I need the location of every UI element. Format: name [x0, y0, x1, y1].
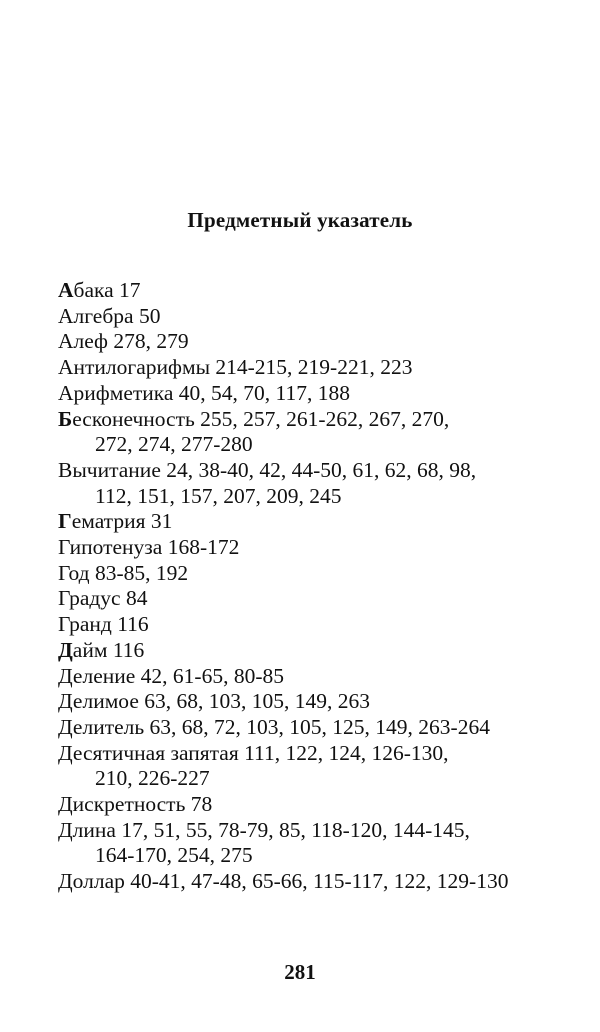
index-entry-text: Доллар 40-41, 47-48, 65-66, 115-117, 122, 129-130	[58, 869, 509, 894]
index-entry-text: есконечность 255, 257, 261-262, 267, 270,	[72, 406, 450, 431]
index-entry-text: Год 83-85, 192	[58, 560, 189, 585]
index-entry	[58, 355, 558, 381]
index-entry	[58, 741, 558, 792]
index-entry	[58, 329, 558, 355]
index-entry	[58, 535, 558, 561]
index-entry-continuation: 164-170, 254, 275	[95, 843, 253, 868]
index-entry	[58, 638, 558, 664]
index-entry-text: Алгебра 50	[58, 303, 161, 328]
section-initial-letter: Г	[58, 509, 72, 534]
index-entry	[58, 304, 558, 330]
index-entry	[58, 381, 558, 407]
index-entry-text: Арифметика 40, 54, 70, 117, 188	[58, 380, 351, 405]
index-entry-text: Десятичная запятая 111, 122, 124, 126-130,	[58, 740, 449, 765]
section-initial-letter: Д	[58, 637, 73, 662]
index-entry-text: бака 17	[73, 278, 141, 302]
index-entry	[58, 818, 558, 869]
index-entry-text: Антилогарифмы 214-215, 219-221, 223	[58, 355, 413, 380]
index-entry	[58, 407, 558, 458]
index-entry-text: Делитель 63, 68, 72, 103, 105, 125, 149, 263-264	[58, 714, 490, 739]
subject-index-list	[58, 278, 558, 895]
index-entry	[58, 561, 558, 587]
index-entry	[58, 612, 558, 638]
index-entry	[58, 664, 558, 690]
index-entry	[58, 792, 558, 818]
index-entry-text: Гранд 116	[58, 612, 149, 637]
index-entry-text: Градус 84	[58, 586, 148, 611]
index-entry-text: Дискретность 78	[58, 792, 213, 817]
section-initial-letter: А	[58, 278, 74, 302]
index-entry-text: айм 116	[72, 637, 145, 662]
index-entry	[58, 278, 558, 304]
index-entry	[58, 509, 558, 535]
index-entry-text: Деление 42, 61-65, 80-85	[58, 663, 284, 688]
index-entry-text: Гипотенуза 168-172	[58, 535, 240, 560]
index-entry	[58, 689, 558, 715]
page-title: Предметный указатель	[187, 208, 413, 232]
index-entry	[58, 715, 558, 741]
index-entry-continuation: 112, 151, 157, 207, 209, 245	[95, 483, 342, 508]
index-entry-continuation: 210, 226-227	[95, 766, 210, 791]
index-entry	[58, 869, 558, 895]
index-entry-text: Алеф 278, 279	[58, 329, 189, 354]
index-entry-text: Вычитание 24, 38-40, 42, 44-50, 61, 62, 68, 98,	[58, 457, 477, 482]
index-entry-text: ематрия 31	[71, 509, 173, 534]
index-entry-text: Длина 17, 51, 55, 78-79, 85, 118-120, 144-145,	[58, 817, 470, 842]
index-entry	[58, 586, 558, 612]
index-entry	[58, 458, 558, 509]
section-initial-letter: Б	[58, 406, 73, 431]
index-entry-text: Делимое 63, 68, 103, 105, 149, 263	[58, 689, 370, 714]
page-number: 281	[284, 960, 316, 984]
index-entry-continuation: 272, 274, 277-280	[95, 432, 253, 457]
